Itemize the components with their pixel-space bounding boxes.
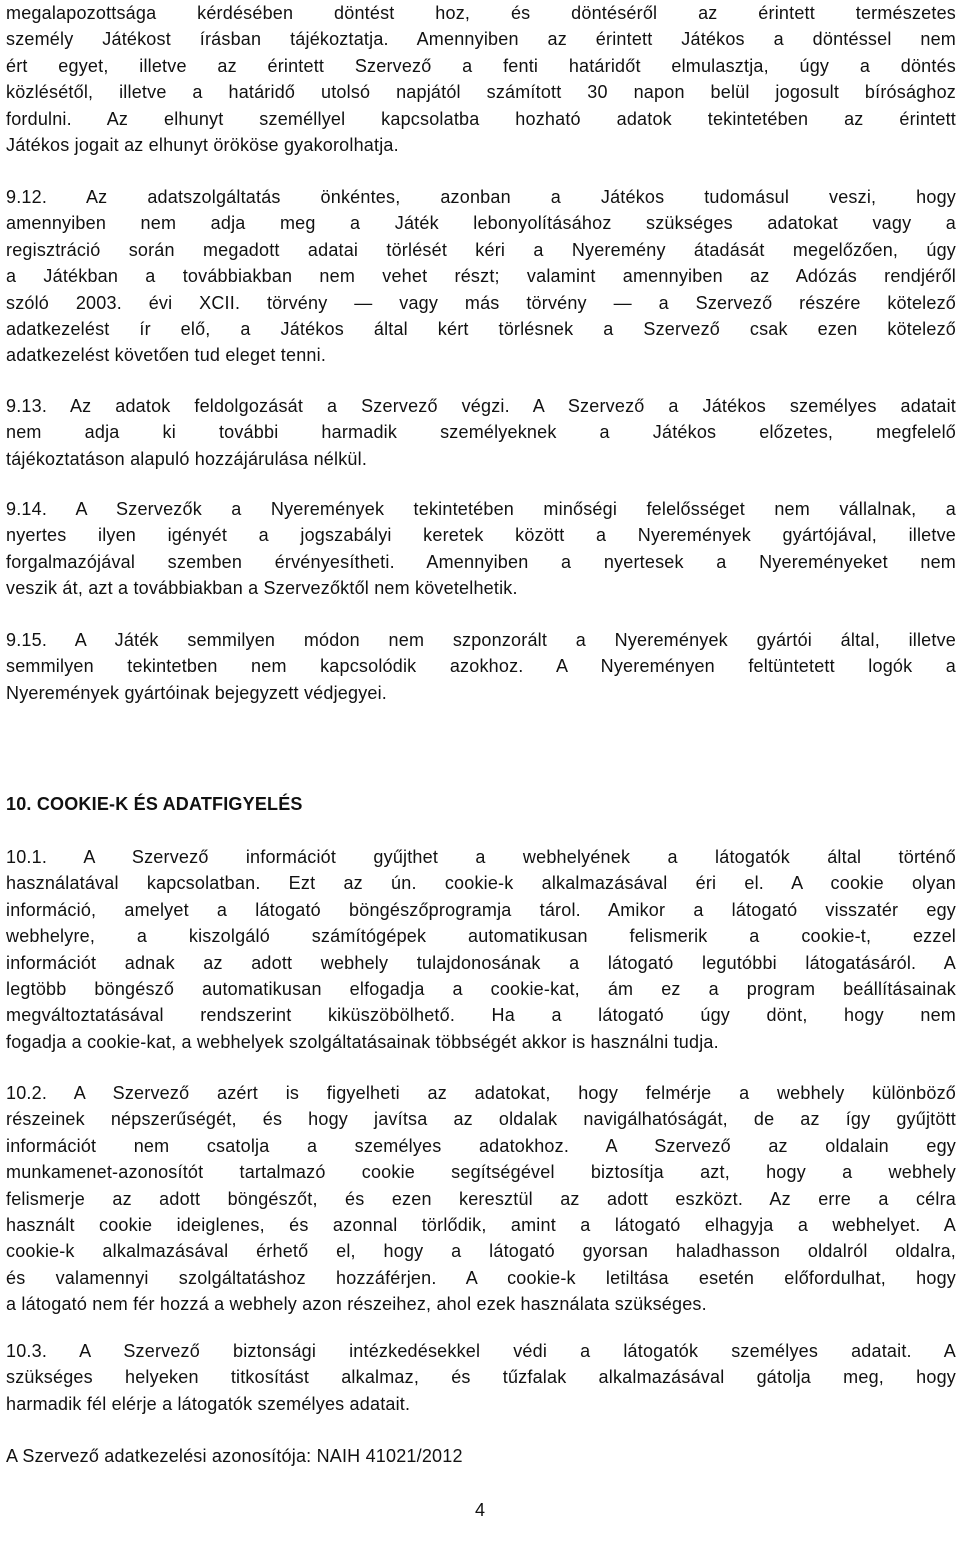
text-line: 10.2. A Szervező azért is figyelheti az adatokat, hogy felmérje a webhely különböző xyxy=(6,1083,956,1103)
text-line: forgalmazójával szemben érvényesítheti. Amennyiben a nyertesek a Nyereményeket nem xyxy=(6,551,956,572)
text-line: veszik át, azt a továbbiakban a Szervezőktől nem követelhetik. xyxy=(6,578,518,599)
paragraph-naih-id xyxy=(6,1443,956,1469)
text-line: részeinek népszerűségét, és hogy javítsa az oldalak navigálhatóságát, de az így gyűjtött xyxy=(6,1109,956,1130)
text-line: szükséges helyeken titkosítást alkalmaz, és tűzfalak alkalmazásával gátolja meg, hogy xyxy=(6,1367,956,1388)
text-line: tájékoztatáson alapuló hozzájárulása nélkül. xyxy=(6,448,368,469)
text-line: nyertes ilyen igényét a jogszabályi keretek között a Nyeremények gyártójával, illetve xyxy=(6,525,956,546)
text-line: munkamenet-azonosítót tartalmazó cookie segítségével biztosítja azt, hogy a webhely xyxy=(6,1162,956,1183)
text-line: 10.3. A Szervező biztonsági intézkedésekkel védi a látogatók személyes adatait. A xyxy=(6,1341,956,1361)
text-line: nem adja ki további harmadik személyeknek a Játékos előzetes, megfelelő xyxy=(6,422,956,443)
text-line: Nyeremények gyártóinak bejegyzett védjegyei. xyxy=(6,682,387,703)
paragraph-10-1 xyxy=(6,844,956,1055)
text-line: regisztráció során megadott adatai törlését kéri a Nyeremény átadását megelőzően, úgy xyxy=(6,239,956,260)
text-line: 9.14. A Szervezők a Nyeremények tekintetében minőségi felelősséget nem vállalnak, a xyxy=(6,499,956,519)
paragraph-10-3 xyxy=(6,1338,956,1417)
paragraph-9-11-continued xyxy=(6,0,956,158)
paragraph-9-12 xyxy=(6,184,956,369)
paragraph-10-2 xyxy=(6,1080,956,1318)
text-line: a látogató nem fér hozzá a webhely azon részeihez, ahol ezek használata szükséges. xyxy=(6,1294,707,1315)
text-line: felismerje az adott böngészőt, és ezen keresztül az adott eszközt. Az erre a célra xyxy=(6,1188,956,1209)
text-line: Játékos jogait az elhunyt örököse gyakorolhatja. xyxy=(6,134,399,155)
text-line: 9.15. A Játék semmilyen módon nem szponzorált a Nyeremények gyártói által, illetve xyxy=(6,630,956,650)
text-line: legtöbb böngésző automatikusan elfogadja a cookie-kat, ám ez a program beállításainak xyxy=(6,978,956,999)
text-line: információt adnak az adott webhely tulajdonosának a látogató legutóbbi látogatásáról. A xyxy=(6,952,956,973)
text-line: használt cookie ideiglenes, és azonnal törlődik, amint a látogató elhagyja a webhelyet. A xyxy=(6,1214,956,1235)
text-line: fordulni. Az elhunyt személlyel kapcsolatba hozható adatok tekintetében az érintett xyxy=(6,108,956,129)
text-line: A Szervező adatkezelési azonosítója: NAIH 41021/2012 xyxy=(6,1446,463,1466)
text-line: 9.13. Az adatok feldolgozását a Szervező végzi. A Szervező a Játékos személyes adatait xyxy=(6,396,956,416)
paragraph-9-13 xyxy=(6,393,956,472)
paragraph-9-14 xyxy=(6,496,956,602)
text-line: semmilyen tekintetben nem kapcsolódik azokhoz. A Nyereményen feltüntetett logók a xyxy=(6,656,956,677)
text-line: adatkezelést ír elő, a Játékos által kért törlésnek a Szervező csak ezen kötelező xyxy=(6,318,956,339)
text-line: harmadik fél elérje a látogatók személyes adatait. xyxy=(6,1393,411,1414)
text-line: személy Játékost írásban tájékoztatja. Amennyiben az érintett Játékos a döntéssel nem xyxy=(6,29,956,50)
text-line: 10.1. A Szervező információt gyűjthet a webhelyének a látogatók által történő xyxy=(6,847,956,867)
section-heading: 10. COOKIE-K ÉS ADATFIGYELÉS xyxy=(6,794,303,814)
text-line: használatával kapcsolatban. Ezt az ún. cookie-k alkalmazásával éri el. A cookie olyan xyxy=(6,873,956,894)
text-line: a Játékban a továbbiakban nem vehet részt; valamint amennyiben az Adózás rendjéről xyxy=(6,266,956,287)
text-line: információt nem csatolja a személyes adatokhoz. A Szervező az oldalain egy xyxy=(6,1135,956,1156)
paragraph-9-15 xyxy=(6,627,956,706)
text-line: közlésétől, illetve a határidő utolsó napjától számított 30 napon belül jogosult bírósághoz xyxy=(6,82,956,103)
text-line: szóló 2003. évi XCII. törvény — vagy más törvény — a Szervező részére kötelező xyxy=(6,292,956,313)
text-line: megalapozottsága kérdésében döntést hoz, és döntéséről az érintett természetes xyxy=(6,3,956,23)
text-line: 9.12. Az adatszolgáltatás önkéntes, azonban a Játékos tudomásul veszi, hogy xyxy=(6,187,956,207)
text-line: információ, amelyet a látogató böngészőprogramja tárol. Amikor a látogató visszatér egy xyxy=(6,899,956,920)
text-line: cookie-k alkalmazásával érhető el, hogy a látogató gyorsan haladhasson oldalról oldalra, xyxy=(6,1241,956,1262)
text-line: amennyiben nem adja meg a Játék lebonyolításához szükséges adatokat vagy a xyxy=(6,213,956,234)
text-line: ért egyet, illetve az érintett Szervező a fenti határidőt elmulasztja, úgy a döntés xyxy=(6,55,956,76)
page-number: 4 xyxy=(474,1500,485,1520)
text-line: és valamennyi szolgáltatáshoz hozzáférjen. A cookie-k letiltása esetén előfordulhat, hogy xyxy=(6,1267,956,1288)
text-line: webhelyre, a kiszolgáló számítógépek automatikusan felismerik a cookie-t, ezzel xyxy=(6,926,956,947)
text-line: fogadja a cookie-kat, a webhelyek szolgáltatásainak többségét akkor is használni tudja. xyxy=(6,1031,719,1052)
text-line: adatkezelést követően tud eleget tenni. xyxy=(6,345,327,366)
text-line: megváltoztatásával rendszerint kiküszöbölhető. Ha a látogató úgy dönt, hogy nem xyxy=(6,1005,956,1026)
